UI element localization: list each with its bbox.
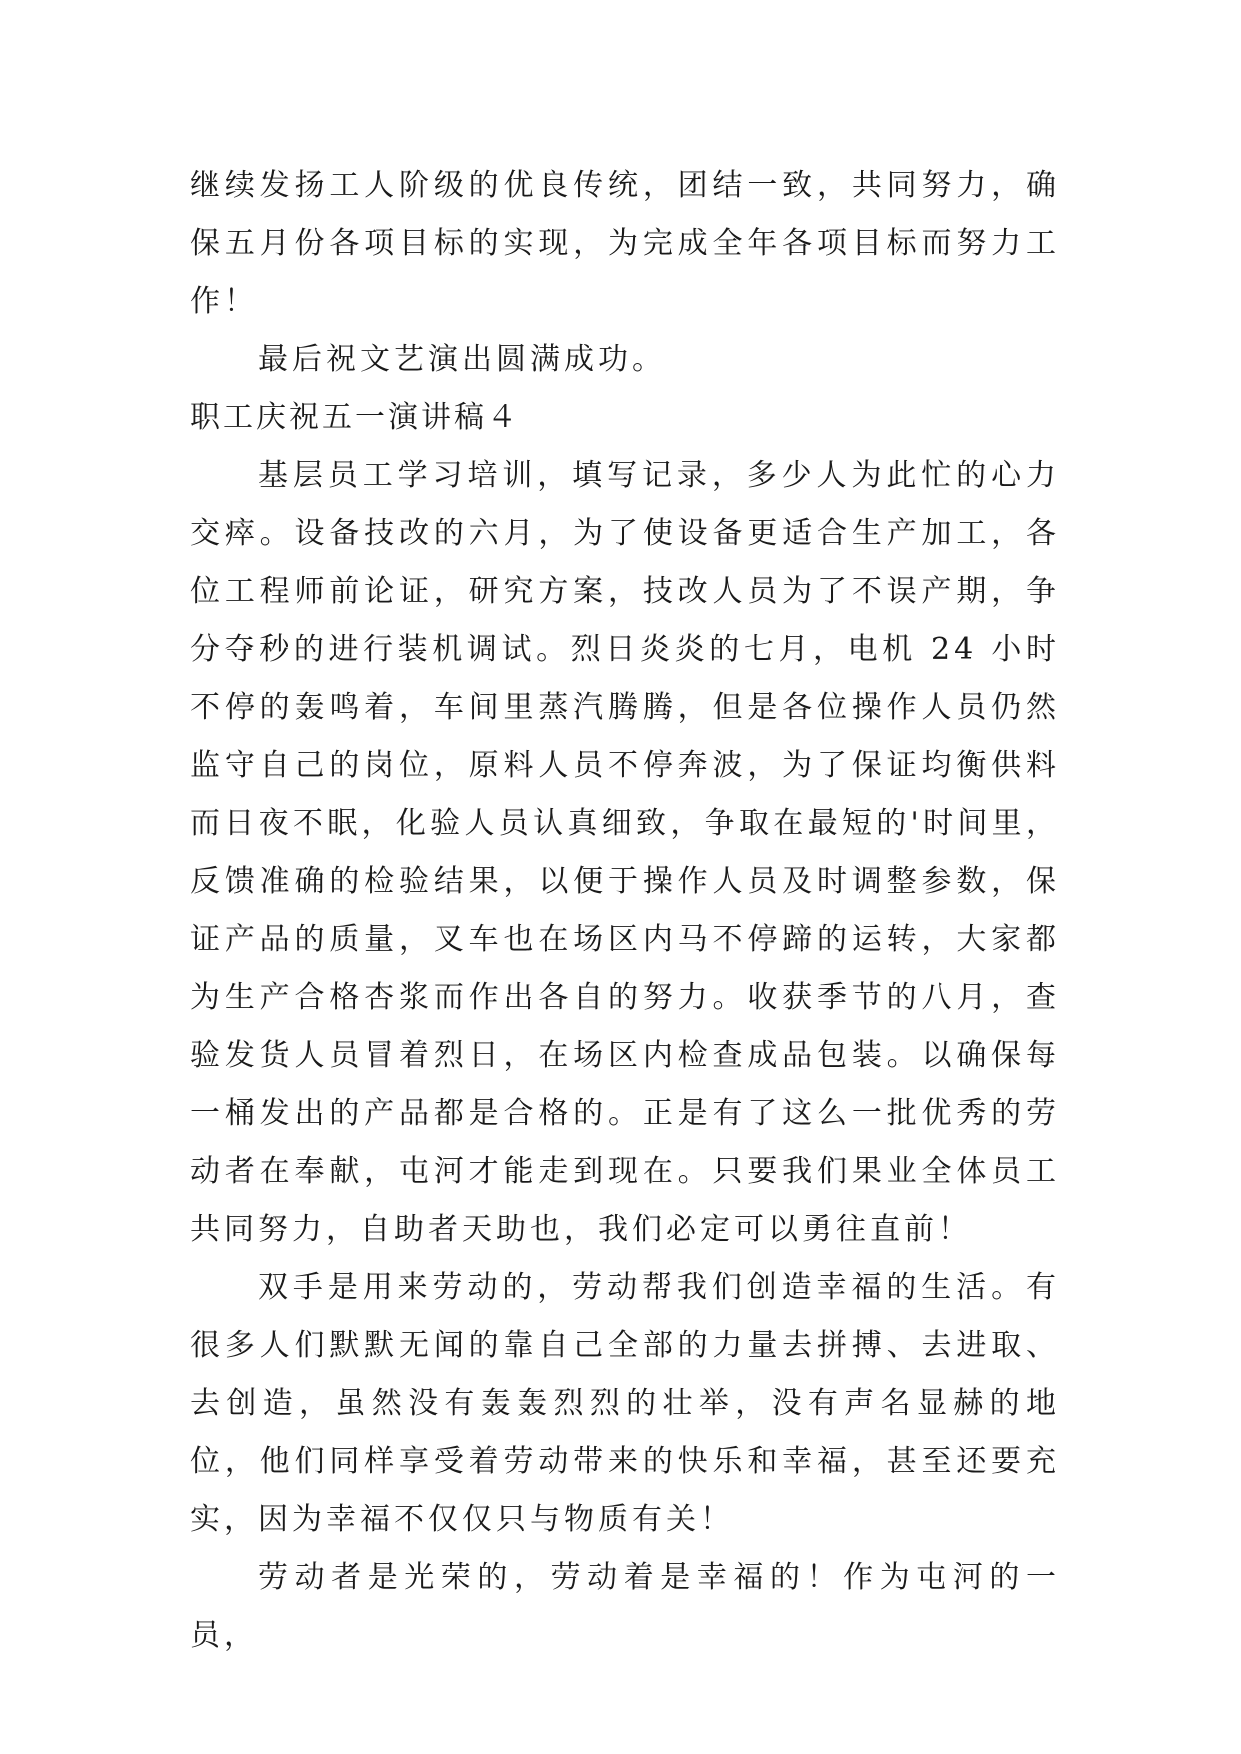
document-body xyxy=(190,157,1060,1665)
paragraph-closing: 最后祝文艺演出圆满成功。 xyxy=(258,342,666,377)
section-heading: 职工庆祝五一演讲稿４ xyxy=(190,400,520,435)
paragraph-2: 双手是用来劳动的，劳动帮我们创造幸福的生活。有很多人们默默无闻的靠自己全部的力量去拼搏、去进取、去创造，虽然没有轰轰烈烈的壮举，没有声名显赫的地位，他们同样享受着劳动带来的快乐和幸福，甚至还要充实，因为幸福不仅仅只与物质有关！ xyxy=(190,1270,1060,1537)
paragraph-1: 基层员工学习培训，填写记录，多少人为此忙的心力交瘁。设备技改的六月，为了使设备更适合生产加工，各位工程师前论证，研究方案，技改人员为了不误产期，争分夺秒的进行装机调试。烈日炎炎的七月，电机 24 小时不停的轰鸣着，车间里蒸汽腾腾，但是各位操作人员仍然监守自己的岗位，原料人员不停奔波，为了保证均衡供料而日夜不眠，化验人员认真细致，争取在最短的'时间里，反馈准确的检验结果，以便于操作人员及时调整参数，保证产品的质量，叉车也在场区内马不停蹄的运转，大家都为生产合格杏浆而作出各自的努力。收获季节的八月，查验发货人员冒着烈日，在场区内检查成品包装。以确保每一桶发出的产品都是合格的。正是有了这么一批优秀的劳动者在奉献，屯河才能走到现在。只要我们果业全体员工共同努力，自助者天助也，我们必定可以勇往直前！ xyxy=(190,458,1060,1247)
paragraph-intro-continuation: 继续发扬工人阶级的优良传统，团结一致，共同努力，确保五月份各项目标的实现，为完成全年各项目标而努力工作！ xyxy=(190,168,1060,319)
paragraph-3: 劳动者是光荣的，劳动着是幸福的！作为屯河的一员， xyxy=(190,1560,1060,1653)
